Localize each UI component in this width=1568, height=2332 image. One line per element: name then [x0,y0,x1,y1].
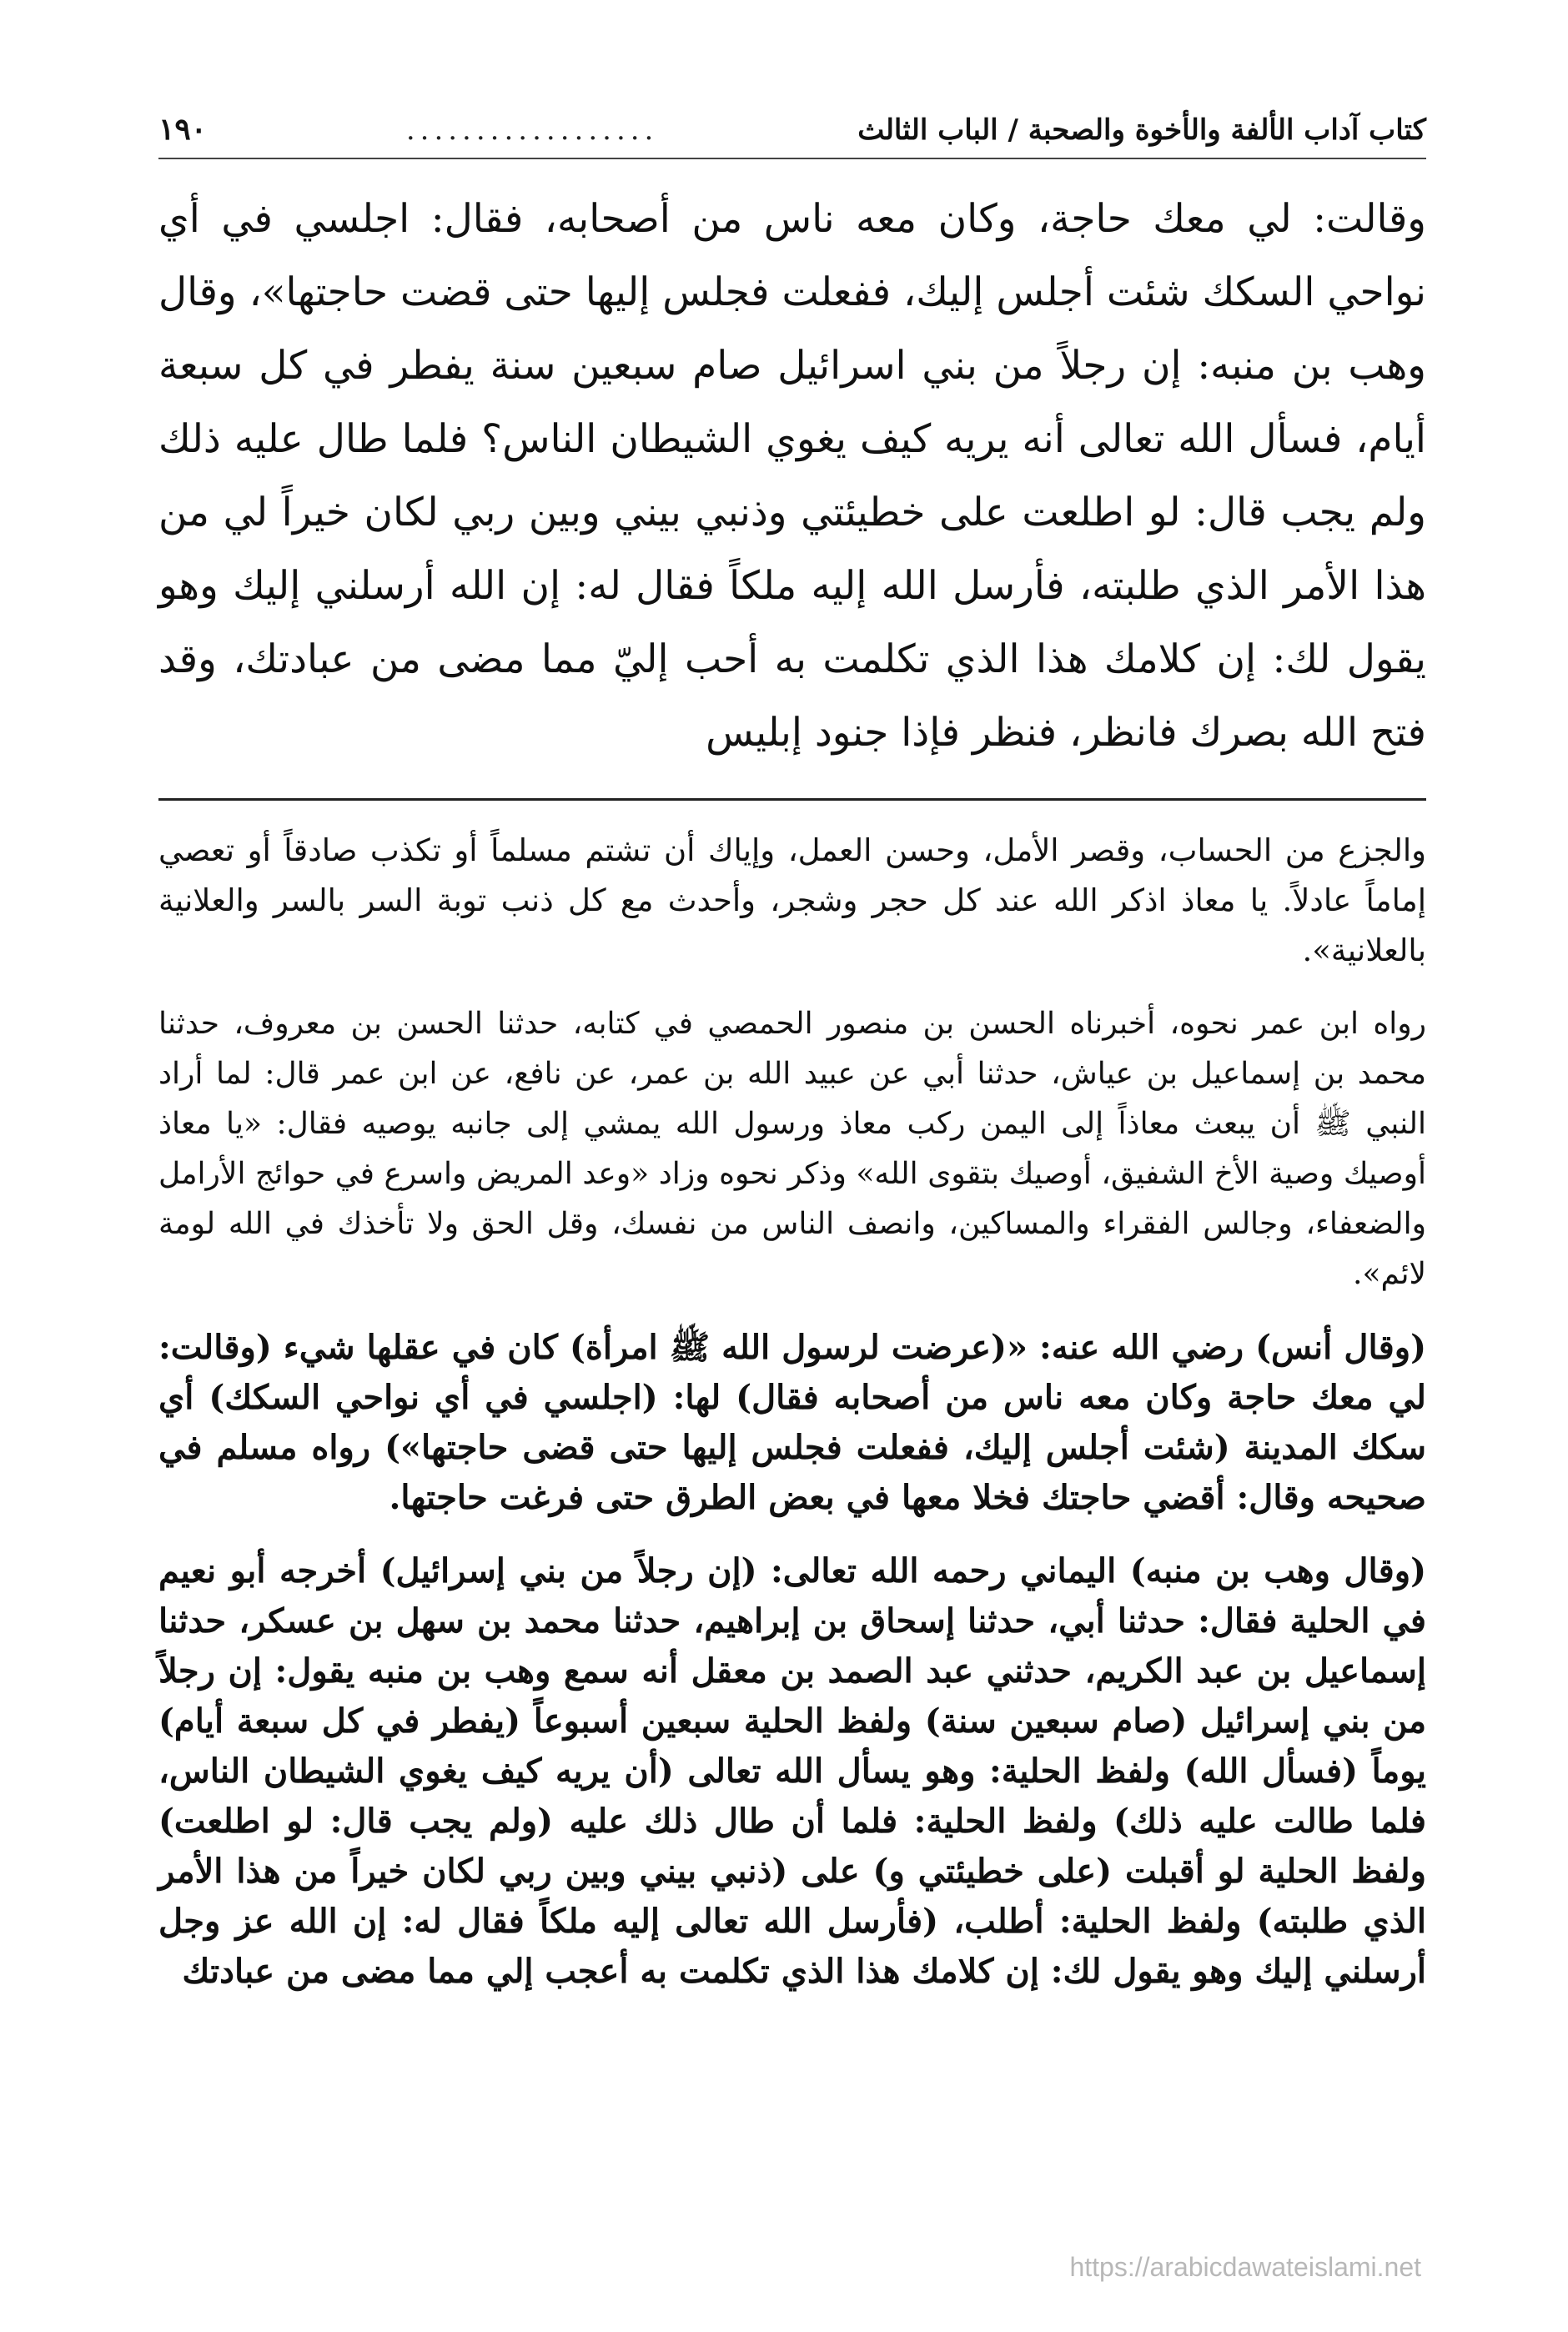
running-header-title: كتاب آداب الألفة والأخوة والصحبة / الباب الثالث [857,113,1426,147]
commentary-paragraph-2: رواه ابن عمر نحوه، أخبرناه الحسن بن منصور الحمصي في كتابه، حدثنا الحسن بن معروف، حدثنا محمد بن إسماعيل بن عياش، حدثنا أبي عن عبيد الله بن عمر، عن نافع، عن ابن عمر قال: لما أراد النبي ﷺ أن يبعث معاذاً إلى اليمن ركب معاذ ورسول الله يمشي إلى جانبه يوصيه فقال: «يا معاذ أوصيك وصية الأخ الشفيق، أوصيك بتقوى الله» وذكر نحوه وزاد «وعد المريض واسرع في حوائج الأرامل والضعفاء، وجالس الفقراء والمساكين، وانصف الناس من نفسك، وقل الحق ولا تأخذك في الله لومة لائم». [158,1007,1426,1291]
section-divider [158,798,1426,801]
commentary-section [158,826,1426,1997]
main-text-block: وقالت: لي معك حاجة، وكان معه ناس من أصحابه، فقال: اجلسي في أي نواحي السكك شئت أجلس إليك، ففعلت فجلس إليها حتى قضت حاجتها»، وقال وهب بن منبه: إن رجلاً من بني اسرائيل صام سبعين سنة يفطر في كل سبعة أيام، فسأل الله تعالى أنه يريه كيف يغوي الشيطان الناس؟ فلما طال عليه ذلك ولم يجب قال: لو اطلعت على خطيئتي وذنبي بيني وبين ربي لكان خيراً لي من هذا الأمر الذي طلبته، فأرسل الله إليه ملكاً فقال له: إن الله أرسلني إليك وهو يقول لك: إن كلامك هذا الذي تكلمت به أحب إليّ مما مضى من عبادتك، وقد فتح الله بصرك فانظر، فنظر فإذا جنود إبليس [158,196,1426,756]
commentary-paragraph-4: (وقال وهب بن منبه) اليماني رحمه الله تعالى: (إن رجلاً من بني إسرائيل) أخرجه أبو نعيم في الحلية فقال: حدثنا أبي، حدثنا إسحاق بن إبراهيم، حدثنا محمد بن سهل بن عسكر، حدثنا إسماعيل بن عبد الكريم، حدثني عبد الصمد بن معقل أنه سمع وهب بن منبه يقول: إن رجلاً من بني إسرائيل (صام سبعين سنة) ولفظ الحلية سبعين أسبوعاً (يفطر في كل سبعة أيام) يوماً (فسأل الله) ولفظ الحلية: وهو يسأل الله تعالى (أن يريه كيف يغوي الشيطان الناس، فلما طالت عليه ذلك) ولفظ الحلية: فلما أن طال ذلك عليه (ولم يجب قال: لو اطلعت) ولفظ الحلية لو أقبلت (على خطيئتي و) على (ذنبي بيني وبين ربي لكان خيراً من هذا الأمر الذي طلبته) ولفظ الحلية: أطلب، (فأرسل الله تعالى إليه ملكاً فقال له: إن الله عز وجل أرسلني إليك وهو يقول لك: إن كلامك هذا الذي تكلمت به أعجب إلي مما مضى من عبادتك [158,1551,1426,1991]
commentary-paragraph-3: (وقال أنس) رضي الله عنه: «(عرضت لرسول الله ﷺ امرأة) كان في عقلها شيء (وقالت: لي معك حاجة وكان معه ناس من أصحابه فقال) لها: (اجلسي في أي نواحي السكك) أي سكك المدينة (شئت أجلس إليك، ففعلت فجلس إليها حتى قضى حاجتها») رواه مسلم في صحيحه وقال: أقضي حاجتك فخلا معها في بعض الطرق حتى فرغت حاجتها. [158,1328,1427,1517]
running-header [158,108,1426,159]
commentary-paragraph-1: والجزع من الحساب، وقصر الأمل، وحسن العمل، وإياك أن تشتم مسلماً أو تكذب صادقاً أو تعصي إماماً عادلاً. يا معاذ اذكر الله عند كل حجر وشجر، وأحدث مع كل ذنب توبة السر بالسر والعلانية بالعلانية». [158,832,1426,968]
book-page [158,108,1426,2020]
header-leader-dots: .................. [405,113,659,147]
page-number: ١٩٠ [158,112,208,147]
watermark-url: https://arabicdawateislami.net [1069,2252,1421,2282]
